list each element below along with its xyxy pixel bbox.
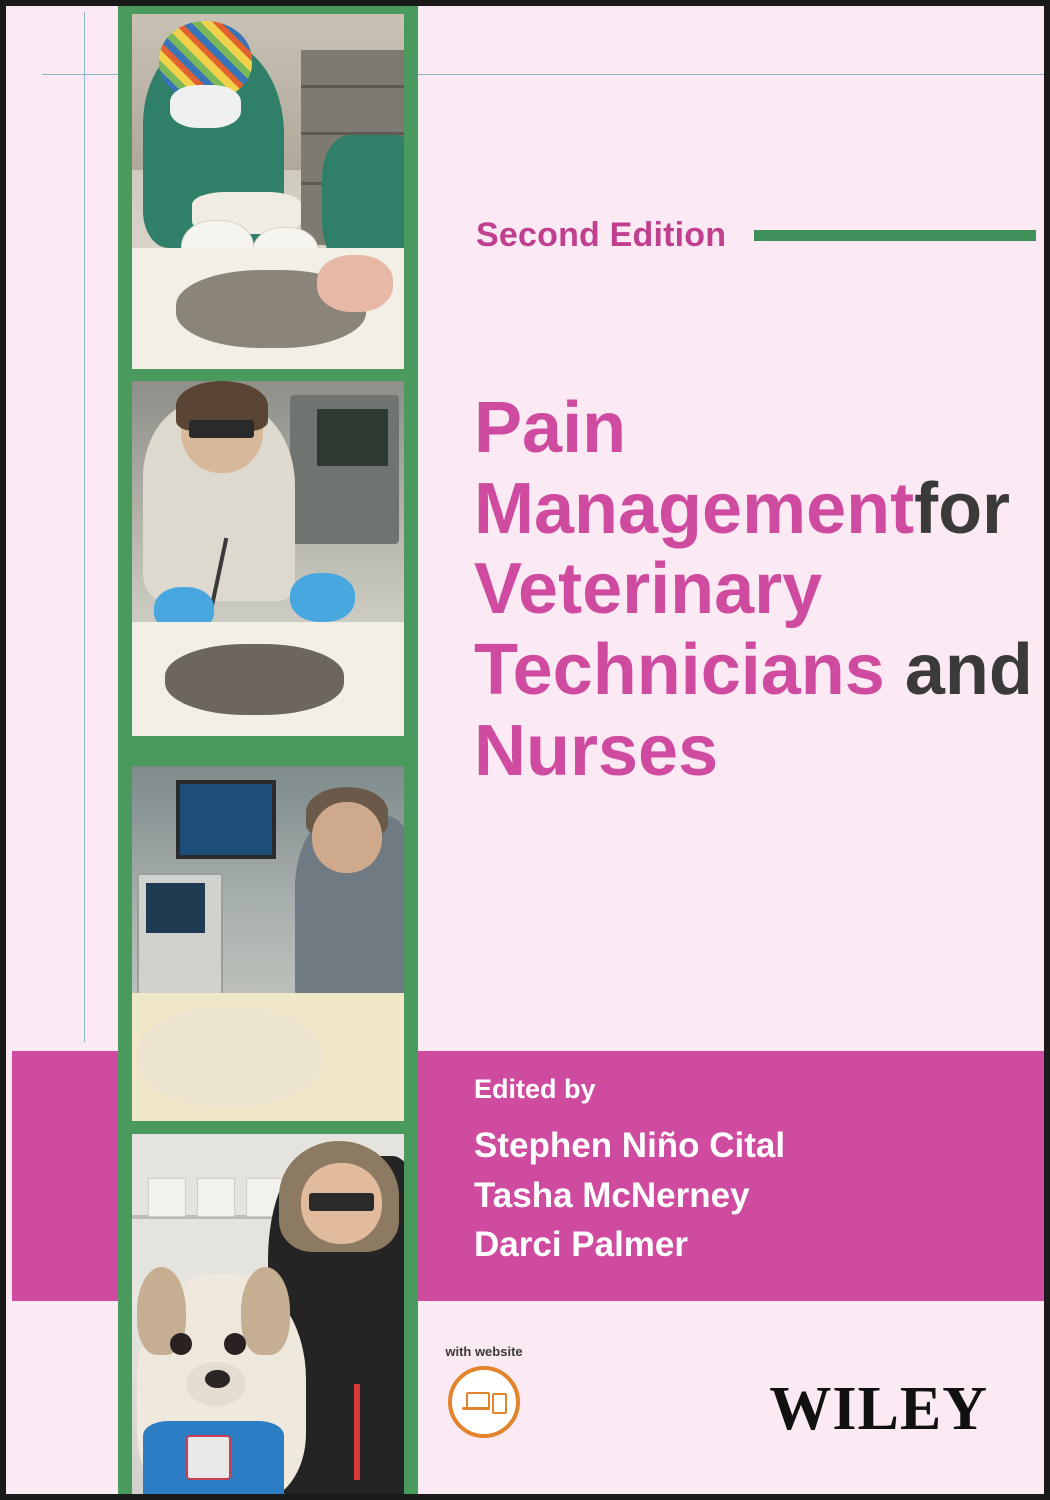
cover-photo-anesthesia-monitoring <box>132 381 404 736</box>
title-word-pain: Pain <box>474 388 627 468</box>
edited-by-label: Edited by <box>474 1074 596 1104</box>
title-word-technicians: Technicians <box>474 629 885 710</box>
title-line-4 <box>474 630 1034 711</box>
edition-label: Second Edition <box>476 216 727 254</box>
editor-name: Stephen Niño Cital <box>474 1126 786 1165</box>
title-line-3 <box>474 549 1034 630</box>
title-line-1 <box>474 388 1034 469</box>
editors-band-left-extension <box>12 1051 118 1301</box>
editors-block <box>474 1074 785 1270</box>
page-title <box>474 388 1034 791</box>
phone-icon <box>492 1393 507 1414</box>
photo-strip <box>118 6 418 1500</box>
with-website-label: with website <box>445 1344 523 1359</box>
title-word-veterinary: Veterinary <box>474 549 823 630</box>
registration-mark-vertical <box>84 12 85 1042</box>
cover-photo-surgery-prep <box>132 14 404 369</box>
title-word-for: for <box>914 468 1011 549</box>
with-website-badge <box>430 1344 538 1454</box>
editor-name: Darci Palmer <box>474 1225 689 1265</box>
cover-photo-nurse-with-dog <box>132 1134 404 1500</box>
title-line-5 <box>474 711 1034 792</box>
editor-name: Tasha McNerney <box>474 1175 750 1215</box>
edition-rule <box>754 230 1036 241</box>
cover-photo-ultrasound <box>132 766 404 1121</box>
title-word-management: Management <box>474 468 915 549</box>
edition-row <box>476 216 1036 255</box>
laptop-base-icon <box>462 1407 490 1410</box>
title-word-nurses: Nurses <box>474 710 719 791</box>
publisher-logo: WILEY <box>769 1375 988 1443</box>
title-word-and: and <box>904 629 1033 710</box>
title-line-2 <box>474 469 1034 550</box>
